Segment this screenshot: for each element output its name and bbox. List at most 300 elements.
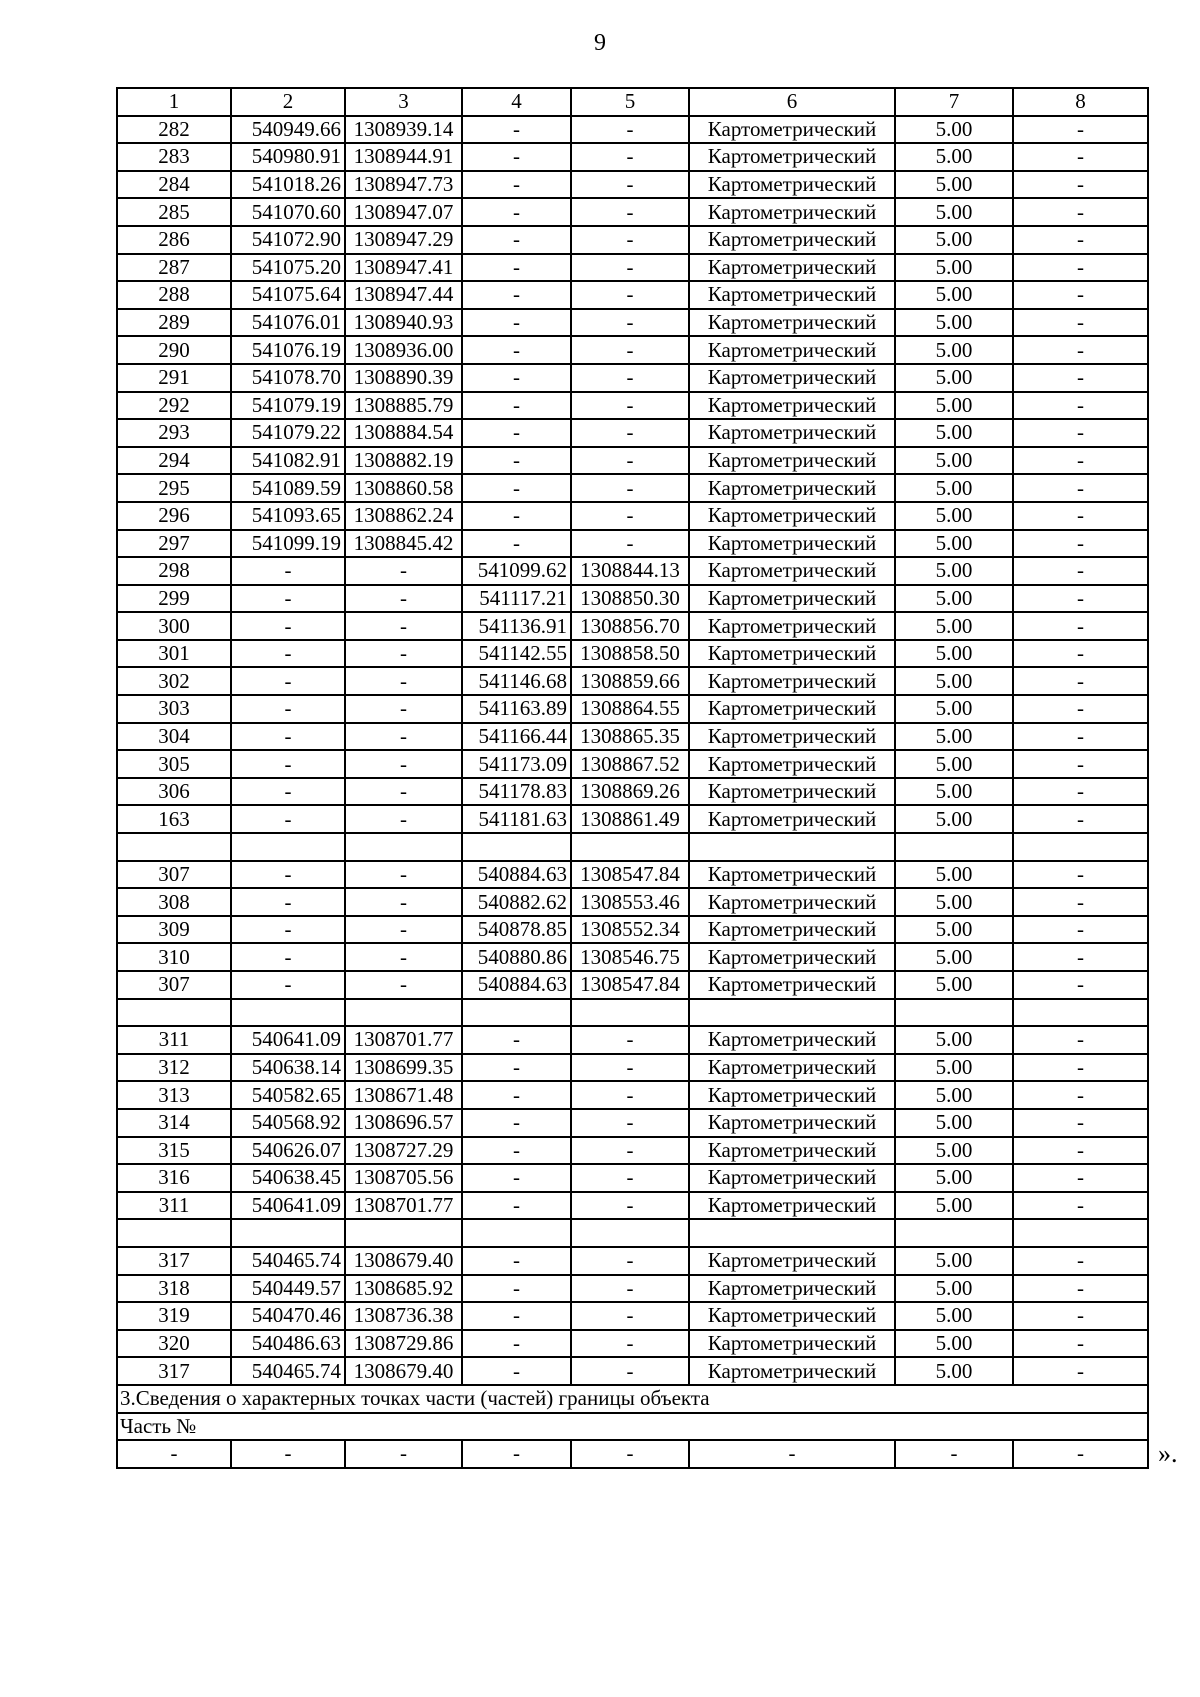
table-cell: - <box>345 612 462 640</box>
table-cell: 540626.07 <box>231 1137 345 1165</box>
table-cell: - <box>895 1440 1013 1468</box>
table-cell: - <box>462 1357 571 1385</box>
table-cell: 295 <box>117 474 231 502</box>
table-cell: - <box>571 1247 689 1275</box>
table-cell: - <box>462 1247 571 1275</box>
table-cell: - <box>462 1330 571 1358</box>
table-cell: 1308860.58 <box>345 474 462 502</box>
table-row <box>117 502 1148 530</box>
table-cell: 540582.65 <box>231 1081 345 1109</box>
table-cell: 1308546.75 <box>571 943 689 971</box>
table-cell: 5.00 <box>895 778 1013 806</box>
table-row <box>117 1330 1148 1358</box>
table-cell: 309 <box>117 916 231 944</box>
table-cell: 291 <box>117 364 231 392</box>
table-cell: - <box>462 1109 571 1137</box>
header-cell: 2 <box>231 88 345 116</box>
table-cell <box>231 833 345 861</box>
table-cell: 283 <box>117 143 231 171</box>
table-cell: 314 <box>117 1109 231 1137</box>
table-cell: - <box>462 336 571 364</box>
table-cell: - <box>117 1440 231 1468</box>
header-cell: 3 <box>345 88 462 116</box>
table-cell: - <box>571 1109 689 1137</box>
table-cell: Картометрический <box>689 1302 895 1330</box>
table-cell: Картометрический <box>689 1357 895 1385</box>
table-cell: - <box>571 1026 689 1054</box>
table-cell: 293 <box>117 419 231 447</box>
table-cell: - <box>462 1026 571 1054</box>
table-row <box>117 143 1148 171</box>
table-row <box>117 392 1148 420</box>
table-cell: - <box>231 971 345 999</box>
table-cell: - <box>1013 943 1148 971</box>
table-cell: 318 <box>117 1275 231 1303</box>
table-cell: 1308947.41 <box>345 254 462 282</box>
table-cell: 1308940.93 <box>345 309 462 337</box>
table-cell: - <box>1013 612 1148 640</box>
section-title-row <box>117 1385 1148 1413</box>
table-cell: 540470.46 <box>231 1302 345 1330</box>
table-cell: - <box>462 1137 571 1165</box>
table-cell: - <box>571 309 689 337</box>
table-cell: - <box>1013 419 1148 447</box>
table-cell: - <box>1013 1137 1148 1165</box>
table-cell: 5.00 <box>895 336 1013 364</box>
table-cell: 1308936.00 <box>345 336 462 364</box>
table-cell: 163 <box>117 805 231 833</box>
table-cell: 1308859.66 <box>571 667 689 695</box>
table-cell <box>1013 1219 1148 1247</box>
table-cell: - <box>571 392 689 420</box>
table-cell: - <box>571 364 689 392</box>
table-cell: - <box>571 1275 689 1303</box>
table-row <box>117 281 1148 309</box>
table-cell: Картометрический <box>689 1192 895 1220</box>
table-cell: 5.00 <box>895 1302 1013 1330</box>
table-cell: - <box>345 750 462 778</box>
table-cell: - <box>462 419 571 447</box>
table-row <box>117 971 1148 999</box>
table-row <box>117 1137 1148 1165</box>
table-cell <box>345 999 462 1027</box>
table-cell: - <box>345 971 462 999</box>
table-cell: - <box>1013 226 1148 254</box>
page-number: 9 <box>594 30 606 56</box>
table-cell: - <box>231 640 345 668</box>
table-cell <box>117 999 231 1027</box>
table-cell: - <box>1013 502 1148 530</box>
table-cell: - <box>571 1164 689 1192</box>
table-cell: 1308884.54 <box>345 419 462 447</box>
table-cell: 287 <box>117 254 231 282</box>
table-cell: - <box>462 447 571 475</box>
table-cell: - <box>231 888 345 916</box>
table-row <box>117 1275 1148 1303</box>
table-cell: 541146.68 <box>462 667 571 695</box>
table-row <box>117 943 1148 971</box>
table-cell: 1308696.57 <box>345 1109 462 1137</box>
table-row <box>117 1219 1148 1247</box>
table-cell: Картометрический <box>689 585 895 613</box>
table-cell: Картометрический <box>689 695 895 723</box>
table-cell: 541075.64 <box>231 281 345 309</box>
table-cell: 5.00 <box>895 502 1013 530</box>
table-cell: 5.00 <box>895 1275 1013 1303</box>
table-cell <box>345 833 462 861</box>
table-cell: 541099.19 <box>231 530 345 558</box>
table-cell: - <box>571 1081 689 1109</box>
table-cell: 541070.60 <box>231 198 345 226</box>
table-row <box>117 861 1148 889</box>
table-cell: 1308856.70 <box>571 612 689 640</box>
table-row <box>117 640 1148 668</box>
table-cell: - <box>1013 336 1148 364</box>
table-cell: 540884.63 <box>462 971 571 999</box>
table-cell: 540465.74 <box>231 1357 345 1385</box>
table-cell: 5.00 <box>895 1081 1013 1109</box>
table-cell: 5.00 <box>895 750 1013 778</box>
table-cell: 5.00 <box>895 640 1013 668</box>
table-cell <box>345 1219 462 1247</box>
table-cell <box>462 1219 571 1247</box>
table-cell: - <box>231 585 345 613</box>
table-cell: 1308947.07 <box>345 198 462 226</box>
table-cell: 5.00 <box>895 888 1013 916</box>
table-cell: - <box>1013 916 1148 944</box>
table-row <box>117 833 1148 861</box>
table-row <box>117 447 1148 475</box>
table-cell: 540880.86 <box>462 943 571 971</box>
table-cell: - <box>1013 805 1148 833</box>
table-cell: - <box>231 861 345 889</box>
table-cell: 541078.70 <box>231 364 345 392</box>
table-cell: 540641.09 <box>231 1026 345 1054</box>
table-cell: - <box>571 502 689 530</box>
table-cell: - <box>1013 667 1148 695</box>
table-cell: 1308864.55 <box>571 695 689 723</box>
table-cell: - <box>462 1192 571 1220</box>
table-cell: - <box>1013 557 1148 585</box>
table-cell: - <box>345 723 462 751</box>
table-cell: - <box>345 888 462 916</box>
table-cell: - <box>1013 309 1148 337</box>
table-row <box>117 364 1148 392</box>
table-cell: Картометрический <box>689 778 895 806</box>
table-cell: - <box>1013 254 1148 282</box>
table-cell: 5.00 <box>895 419 1013 447</box>
table-cell <box>117 1219 231 1247</box>
table-cell: - <box>1013 364 1148 392</box>
table-cell: - <box>462 364 571 392</box>
table-cell: 5.00 <box>895 557 1013 585</box>
table-cell: Картометрический <box>689 226 895 254</box>
table-cell: 5.00 <box>895 1357 1013 1385</box>
table-cell: 1308869.26 <box>571 778 689 806</box>
table-cell: - <box>462 198 571 226</box>
table-row <box>117 1357 1148 1385</box>
table-cell: Картометрический <box>689 916 895 944</box>
table-cell: Картометрический <box>689 1137 895 1165</box>
table-cell: - <box>231 805 345 833</box>
table-cell: - <box>1013 1081 1148 1109</box>
table-cell <box>1013 999 1148 1027</box>
table-cell: 5.00 <box>895 943 1013 971</box>
table-row <box>117 336 1148 364</box>
table-cell: - <box>345 667 462 695</box>
table-cell: - <box>462 281 571 309</box>
table-cell: 5.00 <box>895 447 1013 475</box>
table-row <box>117 254 1148 282</box>
table-cell: 299 <box>117 585 231 613</box>
header-cell: 1 <box>117 88 231 116</box>
table-cell: Картометрический <box>689 667 895 695</box>
table-cell: 541072.90 <box>231 226 345 254</box>
table-cell: - <box>1013 1302 1148 1330</box>
table-cell: - <box>462 309 571 337</box>
table-cell: - <box>462 254 571 282</box>
table-row <box>117 226 1148 254</box>
table-cell: 5.00 <box>895 1330 1013 1358</box>
table-cell: 540949.66 <box>231 116 345 144</box>
table-cell: - <box>1013 861 1148 889</box>
table-cell: Картометрический <box>689 502 895 530</box>
table-cell: - <box>1013 750 1148 778</box>
table-cell: - <box>462 171 571 199</box>
table-cell: 540878.85 <box>462 916 571 944</box>
table-cell: Картометрический <box>689 750 895 778</box>
table-cell: 1308885.79 <box>345 392 462 420</box>
table-cell <box>231 999 345 1027</box>
table-cell: - <box>571 281 689 309</box>
table-cell: 5.00 <box>895 612 1013 640</box>
table-row <box>117 778 1148 806</box>
table-cell: 1308890.39 <box>345 364 462 392</box>
table-cell: 5.00 <box>895 198 1013 226</box>
table-cell: 288 <box>117 281 231 309</box>
table-row <box>117 1302 1148 1330</box>
table-cell: 1308701.77 <box>345 1192 462 1220</box>
table-cell: 5.00 <box>895 281 1013 309</box>
table-cell: 311 <box>117 1192 231 1220</box>
table-cell: 282 <box>117 116 231 144</box>
table-cell: 308 <box>117 888 231 916</box>
table-cell: 1308685.92 <box>345 1275 462 1303</box>
table-cell: - <box>345 1440 462 1468</box>
table-cell: 284 <box>117 171 231 199</box>
table-cell: 312 <box>117 1054 231 1082</box>
table-row <box>117 612 1148 640</box>
table-cell: - <box>1013 1247 1148 1275</box>
table-cell: - <box>571 1302 689 1330</box>
table-cell: Картометрический <box>689 971 895 999</box>
table-cell: 540568.92 <box>231 1109 345 1137</box>
table-cell: - <box>1013 1440 1148 1468</box>
table-cell: 1308671.48 <box>345 1081 462 1109</box>
table-cell: 1308845.42 <box>345 530 462 558</box>
table-cell: 1308547.84 <box>571 861 689 889</box>
table-cell: 541075.20 <box>231 254 345 282</box>
table-cell: 1308939.14 <box>345 116 462 144</box>
table-cell: 286 <box>117 226 231 254</box>
table-cell: 1308552.34 <box>571 916 689 944</box>
table-cell: Картометрический <box>689 640 895 668</box>
table-cell: 5.00 <box>895 254 1013 282</box>
table-cell: - <box>571 254 689 282</box>
table-cell: 1308858.50 <box>571 640 689 668</box>
table-cell: - <box>462 116 571 144</box>
table-cell: Картометрический <box>689 198 895 226</box>
table-cell: - <box>231 1440 345 1468</box>
table-cell: 5.00 <box>895 695 1013 723</box>
table-cell: - <box>1013 530 1148 558</box>
table-cell: 296 <box>117 502 231 530</box>
table-cell: - <box>1013 695 1148 723</box>
table-cell: 541181.63 <box>462 805 571 833</box>
table-cell: 541117.21 <box>462 585 571 613</box>
table-row <box>117 888 1148 916</box>
table-cell <box>231 1219 345 1247</box>
table-cell: Картометрический <box>689 888 895 916</box>
table-cell: 5.00 <box>895 171 1013 199</box>
table-cell: - <box>345 943 462 971</box>
table-cell: - <box>1013 1357 1148 1385</box>
table-cell: - <box>345 861 462 889</box>
table-cell: 290 <box>117 336 231 364</box>
table-row <box>117 1192 1148 1220</box>
table-cell: - <box>231 667 345 695</box>
table-cell: 311 <box>117 1026 231 1054</box>
table-cell: 297 <box>117 530 231 558</box>
table-cell: - <box>1013 723 1148 751</box>
table-cell: 1308705.56 <box>345 1164 462 1192</box>
table-cell: - <box>571 474 689 502</box>
table-cell: 5.00 <box>895 916 1013 944</box>
table-cell: - <box>571 336 689 364</box>
table-cell: - <box>1013 1109 1148 1137</box>
table-cell: 298 <box>117 557 231 585</box>
table-cell: 5.00 <box>895 1137 1013 1165</box>
table-cell: - <box>231 723 345 751</box>
table-cell: 5.00 <box>895 392 1013 420</box>
table-cell: - <box>462 1164 571 1192</box>
table-cell: - <box>231 750 345 778</box>
table-cell: - <box>231 695 345 723</box>
table-cell: 5.00 <box>895 1054 1013 1082</box>
table-cell: 1308729.86 <box>345 1330 462 1358</box>
table-row <box>117 198 1148 226</box>
table-row <box>117 916 1148 944</box>
table-cell: 5.00 <box>895 1109 1013 1137</box>
table-cell: 5.00 <box>895 1247 1013 1275</box>
table-row <box>117 695 1148 723</box>
table-cell: - <box>571 1330 689 1358</box>
table-row <box>117 1109 1148 1137</box>
table-cell: Картометрический <box>689 1164 895 1192</box>
table-cell: - <box>345 585 462 613</box>
table-cell: 541076.01 <box>231 309 345 337</box>
table-cell: - <box>462 226 571 254</box>
table-cell: - <box>571 198 689 226</box>
table-cell: Картометрический <box>689 364 895 392</box>
table-row <box>117 557 1148 585</box>
table-cell: Картометрический <box>689 281 895 309</box>
table-cell: 302 <box>117 667 231 695</box>
table-cell: - <box>1013 281 1148 309</box>
table-cell: 541093.65 <box>231 502 345 530</box>
table-cell: 541076.19 <box>231 336 345 364</box>
table-cell: - <box>571 447 689 475</box>
table-cell: 540486.63 <box>231 1330 345 1358</box>
table-row <box>117 585 1148 613</box>
table-cell: 1308947.44 <box>345 281 462 309</box>
table-cell: - <box>462 474 571 502</box>
table-cell: Картометрический <box>689 1026 895 1054</box>
table-cell: Картометрический <box>689 116 895 144</box>
table-cell: 1308865.35 <box>571 723 689 751</box>
section-title: 3.Сведения о характерных точках части (частей) границы объекта <box>117 1385 1148 1413</box>
table-cell: Картометрический <box>689 1275 895 1303</box>
table-cell: 310 <box>117 943 231 971</box>
table-cell: 541136.91 <box>462 612 571 640</box>
table-cell: - <box>571 143 689 171</box>
table-cell: 317 <box>117 1247 231 1275</box>
table-row <box>117 116 1148 144</box>
table-cell <box>571 999 689 1027</box>
table-cell <box>689 1219 895 1247</box>
table-cell: 294 <box>117 447 231 475</box>
table-cell: - <box>462 502 571 530</box>
table-cell: - <box>571 530 689 558</box>
table-cell: - <box>231 557 345 585</box>
table-cell: Картометрический <box>689 1109 895 1137</box>
table-cell: 1308882.19 <box>345 447 462 475</box>
table-cell: 1308861.49 <box>571 805 689 833</box>
table-cell: 1308844.13 <box>571 557 689 585</box>
table-cell: - <box>231 916 345 944</box>
table-cell: Картометрический <box>689 1054 895 1082</box>
table-row <box>117 474 1148 502</box>
table-cell: - <box>571 226 689 254</box>
part-label: Часть № <box>117 1413 1148 1441</box>
table-cell: Картометрический <box>689 557 895 585</box>
table-cell: 1308727.29 <box>345 1137 462 1165</box>
table-cell: 5.00 <box>895 585 1013 613</box>
table-cell: 540638.45 <box>231 1164 345 1192</box>
table-cell: 5.00 <box>895 226 1013 254</box>
table-cell: 541163.89 <box>462 695 571 723</box>
table-cell: 313 <box>117 1081 231 1109</box>
table-row <box>117 530 1148 558</box>
table-cell: - <box>462 1440 571 1468</box>
table-cell <box>571 1219 689 1247</box>
table-cell: 540980.91 <box>231 143 345 171</box>
table-cell: - <box>462 1081 571 1109</box>
table-cell: 1308947.29 <box>345 226 462 254</box>
table-cell: 1308553.46 <box>571 888 689 916</box>
table-cell: - <box>1013 888 1148 916</box>
table-cell: Картометрический <box>689 336 895 364</box>
table-cell: 5.00 <box>895 723 1013 751</box>
table-cell: 541079.22 <box>231 419 345 447</box>
table-row <box>117 723 1148 751</box>
table-cell: - <box>462 1275 571 1303</box>
table-cell: 1308867.52 <box>571 750 689 778</box>
table-row <box>117 805 1148 833</box>
table-cell: 301 <box>117 640 231 668</box>
table-cell: - <box>462 530 571 558</box>
table-cell: Картометрический <box>689 723 895 751</box>
